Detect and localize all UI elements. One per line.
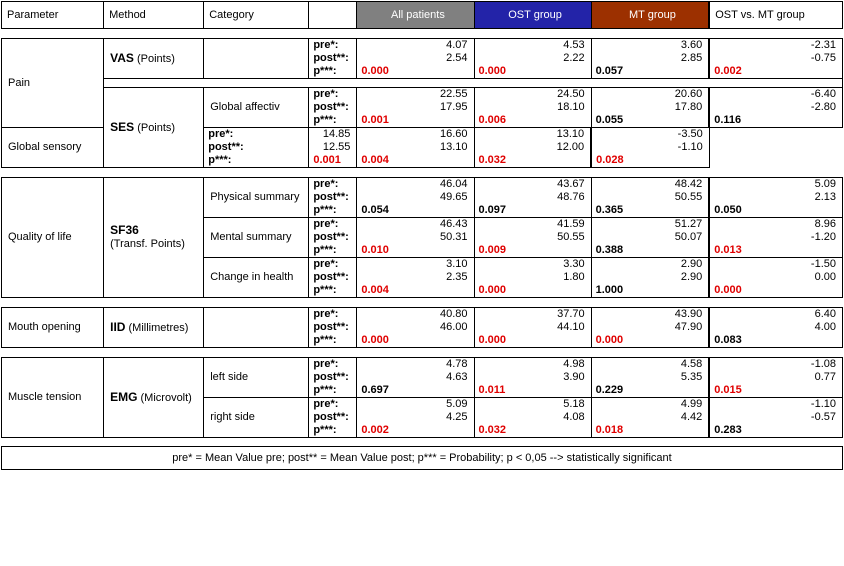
method-emg: EMG (Microvolt) (104, 358, 204, 438)
cell-all-sf36-change: 3.10 2.35 0.004 (357, 258, 474, 298)
cell-mt-ses-sensory: 13.10 12.00 0.032 (474, 128, 591, 168)
parameter-quality-of-life: Quality of life (2, 178, 104, 298)
category-vas (204, 39, 309, 79)
cell-cmp-sf36-change: -1.50 0.00 0.000 (709, 258, 842, 298)
block-spacer (2, 438, 843, 447)
parameter-pain: Pain (2, 39, 104, 128)
table-row (2, 88, 843, 128)
category-left-side: left side (204, 358, 309, 398)
cell-ost-sf36-mental: 41.59 50.55 0.009 (474, 218, 591, 258)
cell-all-iid: 40.80 46.00 0.000 (357, 308, 474, 348)
row-labels: pre*: post**: p***: (309, 398, 357, 438)
row-labels: pre*: post**: p***: (309, 258, 357, 298)
row-labels: pre*: post**: p***: (309, 308, 357, 348)
cell-ost-emg-right: 5.18 4.08 0.032 (474, 398, 591, 438)
method-sf36: SF36 (Transf. Points) (104, 178, 204, 298)
category-iid (204, 308, 309, 348)
table-row (2, 39, 843, 79)
cell-mt-emg-right: 4.99 4.42 0.018 (591, 398, 709, 438)
block-spacer (2, 29, 843, 39)
block-spacer (2, 298, 843, 308)
method-iid: IID (Millimetres) (104, 308, 204, 348)
cell-ost-vas: 4.53 2.22 0.000 (474, 39, 591, 79)
cell-cmp-sf36-physical: 5.09 2.13 0.050 (709, 178, 842, 218)
header-ost-group: OST group (474, 2, 591, 29)
parameter-mouth-opening: Mouth opening (2, 308, 104, 348)
cell-ost-iid: 37.70 44.10 0.000 (474, 308, 591, 348)
cell-cmp-vas: -2.31 -0.75 0.002 (709, 39, 842, 79)
header-category: Category (204, 2, 309, 29)
cell-mt-emg-left: 4.58 5.35 0.229 (591, 358, 709, 398)
cell-all-emg-right: 5.09 4.25 0.002 (357, 398, 474, 438)
header-all-patients: All patients (357, 2, 474, 29)
cell-all-sf36-physical: 46.04 49.65 0.054 (357, 178, 474, 218)
cell-mt-iid: 43.90 47.90 0.000 (591, 308, 709, 348)
cell-ost-sf36-physical: 43.67 48.76 0.097 (474, 178, 591, 218)
header-ost-vs-mt: OST vs. MT group (709, 2, 842, 29)
table-row (2, 178, 843, 218)
cell-cmp-ses-affectiv: -6.40 -2.80 0.116 (709, 88, 842, 128)
row-labels: pre*: post**: p***: (309, 39, 357, 79)
cell-mt-sf36-mental: 51.27 50.07 0.388 (591, 218, 709, 258)
cell-ost-ses-sensory: 16.60 13.10 0.004 (357, 128, 474, 168)
footnote-row (2, 447, 843, 470)
row-labels: pre*: post**: p***: (204, 128, 309, 168)
block-spacer (2, 168, 843, 178)
category-right-side: right side (204, 398, 309, 438)
method-ses: SES (Points) (104, 88, 204, 168)
cell-mt-vas: 3.60 2.85 0.057 (591, 39, 709, 79)
cell-all-ses-affectiv: 22.55 17.95 0.001 (357, 88, 474, 128)
footnote-text: pre* = Mean Value pre; post** = Mean Value post; p*** = Probability; p < 0,05 --> statistically significant (2, 447, 843, 470)
cell-mt-sf36-physical: 48.42 50.55 0.365 (591, 178, 709, 218)
header-parameter: Parameter (2, 2, 104, 29)
cell-ost-sf36-change: 3.30 1.80 0.000 (474, 258, 591, 298)
category-global-sensory: Global sensory (2, 128, 104, 168)
cell-mt-sf36-change: 2.90 2.90 1.000 (591, 258, 709, 298)
cell-cmp-emg-left: -1.08 0.77 0.015 (709, 358, 842, 398)
row-labels: pre*: post**: p***: (309, 178, 357, 218)
row-labels: pre*: post**: p***: (309, 358, 357, 398)
header-method: Method (104, 2, 204, 29)
cell-cmp-ses-sensory: -3.50 -1.10 0.028 (591, 128, 709, 168)
header-blank (309, 2, 357, 29)
cell-mt-ses-affectiv: 20.60 17.80 0.055 (591, 88, 709, 128)
category-change-in-health: Change in health (204, 258, 309, 298)
cell-ost-ses-affectiv: 24.50 18.10 0.006 (474, 88, 591, 128)
header-mt-group: MT group (591, 2, 709, 29)
table-header-row (2, 2, 843, 29)
cell-cmp-sf36-mental: 8.96 -1.20 0.013 (709, 218, 842, 258)
row-labels: pre*: post**: p***: (309, 218, 357, 258)
cell-all-vas: 4.07 2.54 0.000 (357, 39, 474, 79)
cell-ost-emg-left: 4.98 3.90 0.011 (474, 358, 591, 398)
parameter-muscle-tension: Muscle tension (2, 358, 104, 438)
category-global-affectiv: Global affectiv (204, 88, 309, 128)
row-labels: pre*: post**: p***: (309, 88, 357, 128)
results-table (1, 1, 843, 470)
method-vas: VAS (Points) (104, 39, 204, 79)
cell-cmp-emg-right: -1.10 -0.57 0.283 (709, 398, 842, 438)
table-row (2, 358, 843, 398)
category-mental-summary: Mental summary (204, 218, 309, 258)
table-row (2, 308, 843, 348)
cell-cmp-iid: 6.40 4.00 0.083 (709, 308, 842, 348)
category-physical-summary: Physical summary (204, 178, 309, 218)
cell-all-ses-sensory: 14.85 12.55 0.001 (309, 128, 357, 168)
block-spacer (2, 348, 843, 358)
cell-all-sf36-mental: 46.43 50.31 0.010 (357, 218, 474, 258)
method-spacer (2, 79, 843, 88)
cell-all-emg-left: 4.78 4.63 0.697 (357, 358, 474, 398)
